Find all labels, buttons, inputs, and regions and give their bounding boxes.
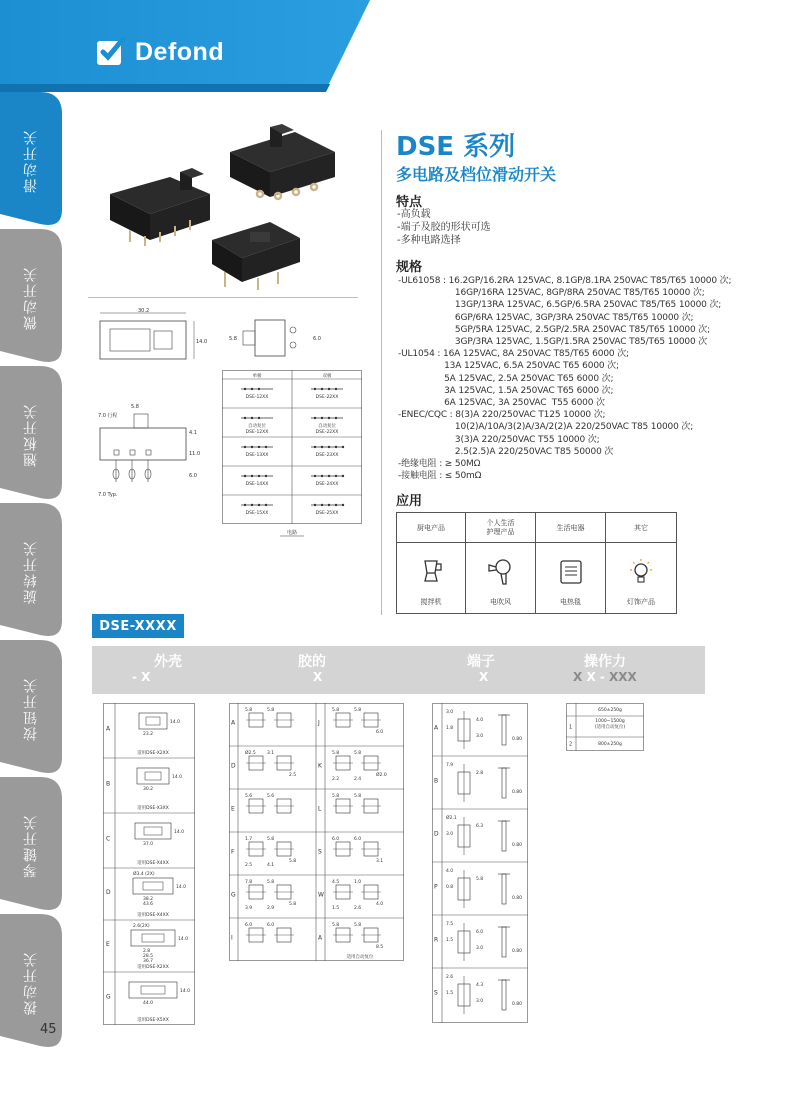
actuator-dim: 5.8 — [332, 923, 340, 928]
terminal-drawing — [458, 817, 510, 855]
actuator-dim: 3.1 — [376, 859, 384, 864]
actuator-dim: 4.1 — [267, 863, 275, 868]
circuit-symbol — [311, 504, 344, 506]
lamp-icon — [626, 557, 656, 587]
actuator-dim: 6.0 — [267, 923, 275, 928]
application-table — [396, 512, 677, 614]
housing-code: A — [106, 725, 111, 733]
application-cell — [536, 543, 606, 613]
actuator-dim: 8.5 — [376, 945, 384, 950]
actuator-drawing — [333, 928, 381, 942]
circuit-label: DSE-12XX — [245, 395, 269, 400]
code-label-housing: 外壳 — [154, 654, 182, 670]
application-item: 灯饰产品 — [627, 598, 655, 606]
actuator-code: D — [231, 762, 236, 770]
actuator-drawing — [246, 885, 294, 899]
terminal-dim: 0.80 — [512, 737, 523, 742]
terminal-dim: 1.8 — [446, 726, 454, 731]
housing-dim: 14.0 — [176, 885, 187, 890]
terminal-drawing — [458, 711, 510, 749]
housing-dim: 30.2 — [143, 787, 154, 792]
housing-dim: 44.0 — [143, 1001, 154, 1006]
terminal-dim: 3.0 — [476, 946, 484, 951]
housing-note: 适用DSE-X3XX — [137, 806, 169, 811]
terminal-code: B — [434, 777, 439, 785]
terminal-code: S — [434, 989, 438, 997]
actuator-drawing — [246, 842, 294, 856]
actuator-dim: 5.8 — [267, 708, 275, 713]
spec-line: 5A 125VAC, 2.5A 250VAC T65 6000 次; — [398, 373, 614, 384]
actuator-dim: 6.0 — [376, 730, 384, 735]
front-view-drawing — [94, 400, 209, 500]
code-value-housing: - X — [132, 670, 151, 684]
side-view-drawing — [225, 315, 335, 365]
actuator-dim: Ø2.5 — [245, 751, 256, 756]
spec-line: 3A 125VAC, 1.5A 250VAC T65 6000 次; — [398, 385, 614, 396]
circuit-label: 自动复位 — [248, 424, 266, 429]
circuit-symbol — [241, 446, 273, 448]
circuit-label: DSE-12XX — [245, 430, 269, 435]
circuit-symbol — [311, 417, 343, 419]
actuator-dim: 1.5 — [332, 906, 340, 911]
actuator-dim: 5.8 — [354, 751, 362, 756]
circuit-label: DSE-14XX — [245, 482, 269, 487]
force-options — [566, 703, 644, 753]
dim-d3: 6.0 — [189, 473, 197, 479]
feature-item: -端子及胶的形状可选 — [397, 222, 491, 233]
order-code-tag: DSE-XXXX — [92, 614, 184, 638]
actuator-dim: 5.8 — [267, 837, 275, 842]
top-view-drawing — [94, 305, 224, 375]
housing-code: D — [106, 889, 111, 896]
page-number: 45 — [40, 1022, 57, 1037]
circuit-symbol — [241, 475, 273, 477]
housing-drawing — [137, 768, 169, 784]
actuator-dim: 6.0 — [354, 837, 362, 842]
application-item: 搅拌机 — [420, 598, 442, 606]
actuator-dim: 5.8 — [354, 708, 362, 713]
actuator-dim: 5.6 — [245, 794, 253, 799]
housing-dim: 23.2 — [143, 732, 154, 737]
spec-line: -绝缘电阻 : ≥ 50MΩ — [398, 459, 481, 470]
sidebar-tab[interactable] — [0, 503, 62, 640]
switch-image-left — [110, 168, 210, 246]
terminal-dim: 3.0 — [476, 734, 484, 739]
actuator-code: S — [318, 848, 322, 856]
specs-heading: 规格 — [396, 260, 423, 275]
actuator-code: A — [231, 719, 236, 727]
spec-line: 6GP/6RA 125VAC, 3GP/3RA 250VAC T85/T65 10000 次; — [398, 312, 694, 323]
terminal-dim: 5.8 — [476, 877, 484, 882]
circuit-symbol — [241, 388, 273, 390]
housing-drawing — [133, 878, 173, 894]
feature-item: -多种电路选择 — [397, 235, 461, 246]
circuit-symbol — [241, 417, 273, 419]
terminal-code: R — [434, 936, 439, 944]
actuator-dim: 2.9 — [267, 906, 275, 911]
terminal-dim: 7.9 — [446, 763, 454, 768]
terminal-dim: 6.3 — [476, 824, 484, 829]
features-heading: 特点 — [396, 195, 423, 210]
series-title: DSE 系列 — [396, 132, 516, 162]
spec-line: 3GP/3RA 125VAC, 1.5GP/1.5RA 250VAC T85/T65 10000 次 — [398, 337, 708, 348]
circuit-label: DSE-25XX — [315, 511, 339, 516]
actuator-dim: 3.1 — [267, 751, 275, 756]
actuator-drawing — [246, 799, 294, 813]
force-code-tail: XXX — [609, 670, 637, 684]
force-value: (适用自动复位) — [594, 725, 626, 730]
terminal-code: A — [434, 724, 439, 732]
application-category: 生活电器 — [536, 513, 606, 543]
circuit-label: DSE-24XX — [315, 482, 339, 487]
terminal-options — [432, 703, 528, 1023]
housing-dim: 14.0 — [170, 720, 181, 725]
housing-code: E — [106, 941, 110, 948]
actuator-dim: 2.4 — [354, 777, 362, 782]
terminal-drawing — [458, 976, 510, 1014]
spec-line: 6A 125VAC, 3A 250VAC T55 6000 次 — [398, 398, 605, 409]
housing-dim: 2.6(2X) — [133, 924, 150, 929]
circuit-symbol — [311, 446, 344, 448]
housing-dim: Ø3.4 (2X) — [133, 872, 155, 877]
actuator-code: L — [318, 805, 322, 813]
force-value: 650±250g — [598, 708, 622, 713]
dim-stroke: 7.0 行程 — [98, 413, 118, 419]
circuit-header: 单极 — [252, 374, 262, 379]
actuator-dim: 1.7 — [245, 837, 253, 842]
dim-d2: 11.0 — [189, 451, 201, 457]
actuator-dim: 6.0 — [332, 837, 340, 842]
actuator-dim: 5.8 — [289, 859, 297, 864]
actuator-dim: 5.8 — [267, 880, 275, 885]
spec-line: 3(3)A 220/250VAC T55 10000 次; — [398, 434, 600, 445]
application-category: 厨电产品 — [397, 513, 466, 543]
dim-side-a: 5.8 — [229, 336, 237, 342]
circuit-header: 双极 — [322, 374, 332, 379]
code-label-actuator: 胶的 — [298, 654, 326, 670]
terminal-code: P — [434, 883, 438, 891]
application-cell — [397, 543, 466, 613]
code-label-terminal: 端子 — [467, 654, 495, 670]
terminal-drawing — [458, 923, 510, 961]
actuator-code: J — [318, 719, 320, 727]
hair-dryer-icon — [486, 557, 516, 587]
actuator-drawing — [333, 842, 381, 856]
actuator-drawing — [246, 756, 294, 770]
housing-dim: 14.0 — [172, 775, 183, 780]
sidebar-tab[interactable] — [0, 777, 62, 914]
actuator-dim: 2.5 — [245, 863, 253, 868]
terminal-dim: 0.80 — [512, 790, 523, 795]
spec-line: 16GP/16RA 125VAC, 8GP/8RA 250VAC T85/T65 10000 次; — [398, 288, 705, 299]
circuit-caption: 电路 — [286, 530, 298, 536]
housing-note: 适用DSE-X2XX — [137, 965, 169, 970]
housing-dim: 37.0 — [143, 842, 154, 847]
actuator-dim: 5.8 — [354, 923, 362, 928]
spec-line: -接触电阻 : ≤ 50mΩ — [398, 471, 482, 482]
housing-note: 适用DSE-X2XX — [137, 751, 169, 756]
terminal-dim: 0.80 — [512, 896, 523, 901]
product-photo — [100, 122, 350, 292]
spec-line: -UL1054 : 16A 125VAC, 8A 250VAC T85/T65 6000 次; — [398, 349, 629, 360]
actuator-dim: 4.0 — [376, 902, 384, 907]
sidebar-tab[interactable] — [0, 92, 62, 229]
circuit-table — [222, 370, 362, 545]
actuator-code: F — [231, 848, 235, 856]
actuator-drawing — [333, 885, 381, 899]
page-header — [0, 0, 806, 92]
actuator-note: 适用自动复位 — [346, 955, 374, 960]
housing-dim: 43.6 — [143, 902, 154, 907]
terminal-dim: 7.5 — [446, 922, 454, 927]
application-cell — [606, 543, 676, 613]
force-value: 800±250g — [598, 742, 622, 747]
terminal-dim: 3.0 — [446, 832, 454, 837]
spec-line: 10(2)A/10A/3(2)A/3A/2(2)A 220/250VAC T85 10000 次; — [398, 422, 694, 433]
terminal-dim: 4.0 — [446, 869, 454, 874]
actuator-code: W — [318, 891, 324, 899]
dim-side-b: 6.0 — [313, 336, 321, 342]
terminal-drawing — [458, 870, 510, 908]
terminal-dim: 1.5 — [446, 938, 454, 943]
application-category: 其它 — [634, 523, 648, 532]
terminal-dim: 3.0 — [476, 999, 484, 1004]
terminal-dim: 4.3 — [476, 983, 484, 988]
housing-options — [103, 703, 195, 1025]
actuator-drawing — [246, 928, 294, 942]
dim-pitch: 7.0 Typ. — [98, 492, 118, 498]
application-header-row — [397, 513, 676, 543]
application-category: 个人生活 护理产品 — [466, 513, 536, 543]
sidebar-tab-label: 微动开关 — [23, 265, 39, 330]
housing-dim: 14.0 — [174, 830, 185, 835]
housing-drawing — [139, 713, 167, 729]
application-heading: 应用 — [396, 494, 423, 509]
spec-list — [398, 275, 731, 482]
application-cell — [466, 543, 536, 613]
spec-line: -ENEC/CQC : 8(3)A 220/250VAC T125 10000 次; — [398, 410, 606, 421]
sidebar-tab[interactable] — [0, 640, 62, 777]
terminal-dim: 3.0 — [446, 710, 454, 715]
terminal-dim: 2.8 — [476, 771, 484, 776]
spec-line: 13GP/13RA 125VAC, 6.5GP/6.5RA 250VAC T85/T65 10000 次; — [398, 300, 722, 311]
sidebar-tab-label: 旋转开关 — [23, 539, 39, 604]
actuator-dim: 7.8 — [245, 880, 253, 885]
housing-dim: 14.0 — [178, 937, 189, 942]
actuator-dim: 4.5 — [332, 880, 340, 885]
terminal-dim: 0.8 — [446, 885, 454, 890]
housing-dim: 2.8 — [143, 949, 151, 954]
housing-drawing — [135, 823, 171, 839]
housing-dim: 38.2 — [143, 897, 154, 902]
dim-width: 30.2 — [138, 308, 150, 314]
force-code: 2 — [569, 741, 573, 748]
actuator-dim: 5.8 — [245, 708, 253, 713]
housing-note: 适用DSE-X4XX — [137, 861, 169, 866]
sidebar-tab-label: 翘板开关 — [23, 402, 39, 467]
actuator-dim: 5.8 — [332, 751, 340, 756]
actuator-drawing — [333, 756, 381, 770]
switch-image-front — [212, 222, 300, 290]
housing-drawing — [131, 930, 175, 946]
sidebar-tab-label: 按钮开关 — [23, 676, 39, 741]
sidebar-tab[interactable] — [0, 229, 62, 366]
order-code-bar — [92, 646, 705, 694]
circuit-label: DSE-13XX — [245, 453, 269, 458]
force-code-main: X - — [586, 670, 610, 684]
terminal-dim: 6.0 — [476, 930, 484, 935]
actuator-options — [229, 703, 404, 961]
actuator-dim: 5.6 — [267, 794, 275, 799]
divider — [88, 297, 358, 298]
application-item: 电吹风 — [490, 598, 511, 606]
defond-logo-icon — [97, 37, 127, 67]
housing-dim: 14.0 — [180, 989, 191, 994]
actuator-dim: 2.2 — [332, 777, 340, 782]
housing-dim: 28.5 — [143, 954, 154, 959]
sidebar-tab-label: 琴键开关 — [23, 813, 39, 878]
circuit-label: DSE-22XX — [315, 395, 339, 400]
code-value-actuator: X — [313, 670, 323, 684]
housing-note: 适用DSE-X5XX — [137, 1018, 169, 1023]
housing-code: G — [106, 993, 111, 1001]
force-code: 1 — [569, 724, 573, 731]
terminal-dim: 4.0 — [476, 718, 484, 723]
spec-line: 2.5(2.5)A 220/250VAC T85 50000 次 — [398, 446, 614, 457]
circuit-label: 自动复位 — [318, 424, 336, 429]
circuit-label: DSE-15XX — [245, 511, 269, 516]
housing-note: 适用DSE-X4XX — [137, 913, 169, 918]
column-divider — [381, 130, 382, 615]
terminal-dim: Ø2.1 — [446, 816, 457, 821]
actuator-dim: 5.8 — [354, 794, 362, 799]
circuit-symbol — [241, 504, 273, 506]
code-label-force: 操作力 — [584, 654, 626, 670]
terminal-dim: 1.5 — [446, 991, 454, 996]
actuator-code: A — [318, 934, 323, 942]
circuit-label: DSE-23XX — [315, 453, 339, 458]
actuator-code: E — [231, 805, 235, 813]
dim-height: 14.0 — [196, 339, 208, 345]
spec-line: -UL61058 : 16.2GP/16.2RA 125VAC, 8.1GP/8.1RA 250VAC T85/T65 10000 次; — [398, 276, 732, 286]
actuator-dim: 2.5 — [289, 773, 297, 778]
terminal-code: D — [434, 830, 439, 838]
circuit-symbol — [311, 388, 343, 390]
series-subtitle: 多电路及档位滑动开关 — [396, 165, 557, 184]
actuator-dim: 1.0 — [354, 880, 362, 885]
housing-code: B — [106, 780, 111, 788]
brand-name: Defond — [135, 37, 225, 66]
feature-item: -高负载 — [397, 209, 431, 220]
switch-image-right — [230, 124, 335, 199]
dim-d1: 4.1 — [189, 430, 197, 436]
sidebar-tab-label: 滑动开关 — [23, 128, 39, 193]
actuator-drawing — [333, 713, 381, 727]
actuator-code: I — [231, 934, 233, 942]
actuator-dim: 5.8 — [289, 902, 297, 907]
code-value-terminal: X — [479, 670, 489, 684]
sidebar-tab[interactable] — [0, 366, 62, 503]
actuator-dim: 6.0 — [245, 923, 253, 928]
housing-drawing — [129, 982, 177, 998]
spec-line: 5GP/5RA 125VAC, 2.5GP/2.5RA 250VAC T85/T65 10000 次; — [398, 324, 711, 335]
housing-code: C — [106, 835, 111, 843]
spec-line: 13A 125VAC, 6.5A 250VAC T65 6000 次; — [398, 361, 619, 372]
terminal-dim: 0.80 — [512, 1002, 523, 1007]
actuator-code: K — [318, 762, 322, 770]
actuator-dim: 3.9 — [245, 906, 253, 911]
terminal-dim: 0.80 — [512, 949, 523, 954]
dim-travel: 5.8 — [131, 404, 139, 410]
terminal-dim: 2.6 — [446, 975, 454, 980]
force-value: 1000~1500g — [595, 719, 625, 724]
electric-blanket-icon — [556, 557, 586, 587]
sidebar-tab-label: 拨动开关 — [23, 950, 39, 1015]
circuit-symbol — [311, 475, 344, 477]
application-item: 电热毯 — [560, 598, 581, 606]
actuator-dim: 5.8 — [332, 708, 340, 713]
actuator-dim: Ø2.0 — [376, 773, 387, 778]
actuator-code: G — [231, 891, 236, 899]
force-code-prefix: X — [573, 670, 583, 684]
actuator-dim: 5.8 — [332, 794, 340, 799]
actuator-dim: 2.6 — [354, 906, 362, 911]
actuator-drawing — [333, 799, 381, 813]
circuit-label: DSE-22XX — [315, 430, 339, 435]
housing-dim: 36.7 — [143, 959, 154, 964]
code-value-force — [573, 670, 637, 684]
blender-icon — [416, 557, 446, 587]
brand-logo — [97, 36, 224, 68]
terminal-dim: 0.80 — [512, 843, 523, 848]
actuator-drawing — [246, 713, 294, 727]
terminal-drawing — [458, 764, 510, 802]
